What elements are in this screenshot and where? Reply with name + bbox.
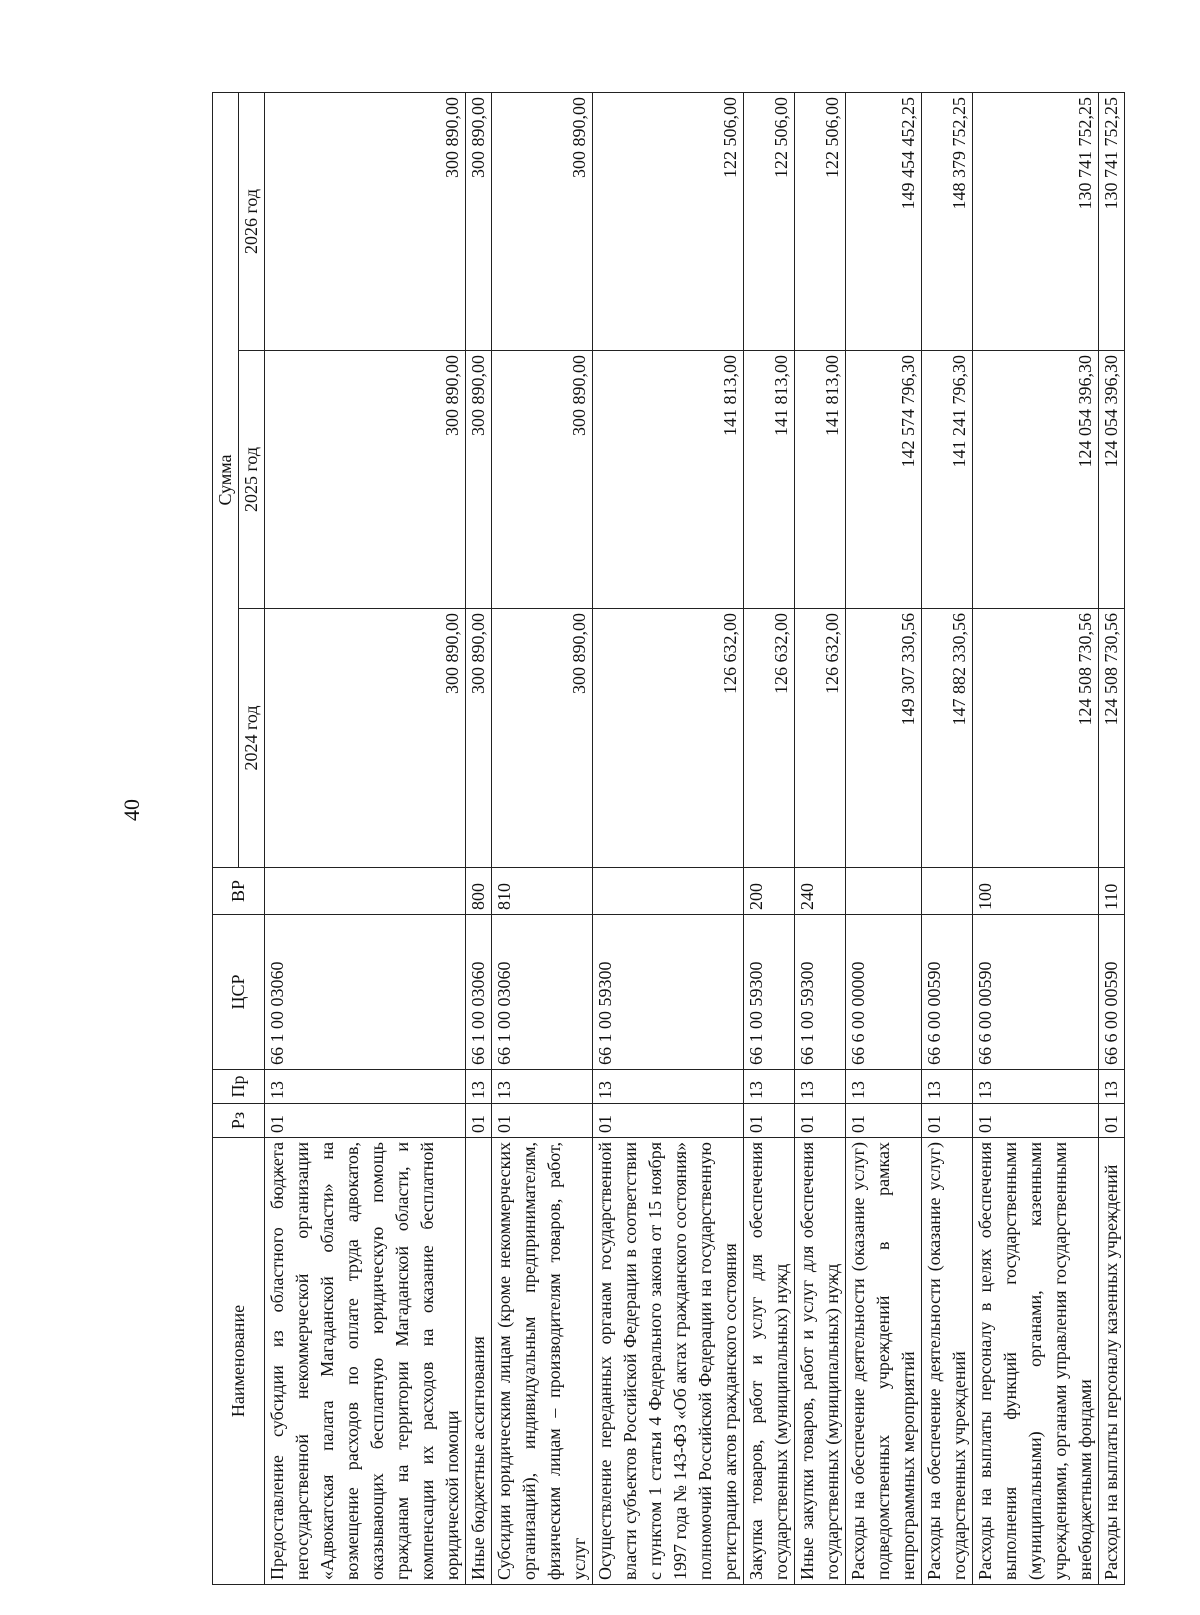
row-csr: 66 1 00 59300 <box>795 915 846 1070</box>
row-2026: 300 890,00 <box>492 92 593 350</box>
row-vr <box>846 868 922 915</box>
row-2025: 300 890,00 <box>265 351 466 609</box>
row-2024: 124 508 730,56 <box>1099 609 1125 868</box>
row-name: Субсидии юридическим лицам (кроме некоммерческих организаций), индивидуальным предпринимателям, физическим лицам – производителям товаров, работ, услуг <box>492 1138 593 1585</box>
row-csr: 66 1 00 03060 <box>492 915 593 1070</box>
row-pr: 13 <box>265 1070 466 1104</box>
row-2026: 300 890,00 <box>466 92 492 350</box>
row-2026: 148 379 752,25 <box>922 92 973 350</box>
table-row <box>593 92 744 1584</box>
row-2026: 300 890,00 <box>265 92 466 350</box>
table-row <box>922 92 973 1584</box>
row-2026: 122 506,00 <box>593 92 744 350</box>
row-2025: 300 890,00 <box>492 351 593 609</box>
row-pr: 13 <box>922 1070 973 1104</box>
table-row <box>265 92 466 1584</box>
header-year-2025: 2025 год <box>239 351 265 609</box>
row-vr: 200 <box>744 868 795 915</box>
table-row <box>795 92 846 1584</box>
row-name: Расходы на выплаты персоналу казенных учреждений <box>1099 1138 1125 1585</box>
row-csr: 66 6 00 00000 <box>846 915 922 1070</box>
row-pr: 13 <box>1099 1070 1125 1104</box>
row-name: Расходы на выплаты персоналу в целях обеспечения выполнения функций государственными (муниципальными) органами, казенными учреждениями, органами управления государственными внебюджетными фондами <box>973 1138 1099 1585</box>
row-rz: 01 <box>265 1104 466 1138</box>
table-row <box>1099 92 1125 1584</box>
row-vr: 100 <box>973 868 1099 915</box>
row-pr: 13 <box>973 1070 1099 1104</box>
row-2025: 141 813,00 <box>593 351 744 609</box>
row-2026: 122 506,00 <box>744 92 795 350</box>
row-rz: 01 <box>846 1104 922 1138</box>
row-2026: 130 741 752,25 <box>973 92 1099 350</box>
budget-table <box>212 92 1125 1585</box>
row-2026: 149 454 452,25 <box>846 92 922 350</box>
row-vr: 810 <box>492 868 593 915</box>
row-pr: 13 <box>466 1070 492 1104</box>
header-vr: ВР <box>213 868 265 915</box>
row-2024: 126 632,00 <box>744 609 795 868</box>
header-csr: ЦСР <box>213 915 265 1070</box>
row-name: Иные бюджетные ассигнования <box>466 1138 492 1585</box>
row-rz: 01 <box>593 1104 744 1138</box>
row-pr: 13 <box>492 1070 593 1104</box>
header-rz: Рз <box>213 1104 265 1138</box>
row-2026: 130 741 752,25 <box>1099 92 1125 350</box>
row-csr: 66 1 00 59300 <box>744 915 795 1070</box>
row-pr: 13 <box>795 1070 846 1104</box>
row-rz: 01 <box>922 1104 973 1138</box>
header-pr: Пр <box>213 1070 265 1104</box>
table-row <box>466 92 492 1584</box>
row-csr: 66 6 00 00590 <box>973 915 1099 1070</box>
row-name: Предоставление субсидии из областного бюджета негосударственной некоммерческой организации «Адвокатская палата Магаданской области» на возмещение расходов по оплате труда адвокатов, оказывающих бесплатную юридическую помощь гражданам на территории Магаданской области, и компенсации их расходов на оказание бесплатной юридической помощи <box>265 1138 466 1585</box>
row-2025: 124 054 396,30 <box>1099 351 1125 609</box>
row-rz: 01 <box>973 1104 1099 1138</box>
row-vr: 110 <box>1099 868 1125 915</box>
row-vr: 800 <box>466 868 492 915</box>
row-2024: 149 307 330,56 <box>846 609 922 868</box>
row-name: Расходы на обеспечение деятельности (оказание услуг) государственных учреждений <box>922 1138 973 1585</box>
row-2024: 300 890,00 <box>492 609 593 868</box>
row-vr: 240 <box>795 868 846 915</box>
row-2024: 300 890,00 <box>466 609 492 868</box>
row-2025: 142 574 796,30 <box>846 351 922 609</box>
row-rz: 01 <box>1099 1104 1125 1138</box>
row-2025: 300 890,00 <box>466 351 492 609</box>
row-rz: 01 <box>466 1104 492 1138</box>
header-row-1 <box>213 92 239 1584</box>
row-2025: 141 813,00 <box>795 351 846 609</box>
row-name: Осуществление переданных органам государственной власти субъектов Российской Федерации в соответствии с пунктом 1 статьи 4 Федерального закона от 15 ноября 1997 года № 143-ФЗ «Об актах гражданского состояния» полномочий Российской Федерации на государственную регистрацию актов гражданского состояния <box>593 1138 744 1585</box>
table-row <box>744 92 795 1584</box>
table-row <box>492 92 593 1584</box>
row-rz: 01 <box>744 1104 795 1138</box>
row-2024: 126 632,00 <box>795 609 846 868</box>
page-number: 40 <box>119 799 144 821</box>
row-csr: 66 1 00 59300 <box>593 915 744 1070</box>
row-2024: 126 632,00 <box>593 609 744 868</box>
row-vr <box>593 868 744 915</box>
row-name: Иные закупки товаров, работ и услуг для обеспечения государственных (муниципальных) нужд <box>795 1138 846 1585</box>
header-name: Наименование <box>213 1138 265 1585</box>
row-2025: 141 241 796,30 <box>922 351 973 609</box>
row-vr <box>265 868 466 915</box>
row-rz: 01 <box>795 1104 846 1138</box>
row-pr: 13 <box>846 1070 922 1104</box>
row-name: Закупка товаров, работ и услуг для обеспечения государственных (муниципальных) нужд <box>744 1138 795 1585</box>
header-sum: Сумма <box>213 92 239 867</box>
header-year-2024: 2024 год <box>239 609 265 868</box>
row-csr: 66 6 00 00590 <box>1099 915 1125 1070</box>
row-2026: 122 506,00 <box>795 92 846 350</box>
row-vr <box>922 868 973 915</box>
row-2024: 300 890,00 <box>265 609 466 868</box>
row-pr: 13 <box>744 1070 795 1104</box>
rotated-table-container <box>212 93 1121 1585</box>
row-csr: 66 6 00 00590 <box>922 915 973 1070</box>
row-csr: 66 1 00 03060 <box>466 915 492 1070</box>
row-rz: 01 <box>492 1104 593 1138</box>
table-row <box>846 92 922 1584</box>
row-2024: 147 882 330,56 <box>922 609 973 868</box>
header-year-2026: 2026 год <box>239 92 265 350</box>
row-name: Расходы на обеспечение деятельности (оказание услуг) подведомственных учреждений в рамках непрограммных мероприятий <box>846 1138 922 1585</box>
row-2025: 124 054 396,30 <box>973 351 1099 609</box>
row-pr: 13 <box>593 1070 744 1104</box>
row-2024: 124 508 730,56 <box>973 609 1099 868</box>
table-row <box>973 92 1099 1584</box>
row-2025: 141 813,00 <box>744 351 795 609</box>
row-csr: 66 1 00 03060 <box>265 915 466 1070</box>
